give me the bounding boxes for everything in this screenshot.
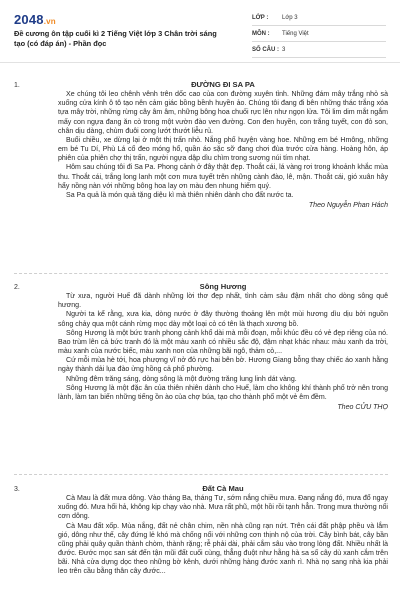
- passage-author: Theo CỬU THỌ: [337, 404, 388, 412]
- divider: [14, 273, 388, 274]
- passage-paragraph: Sông Hương là một bức tranh phong cảnh khổ dài mà mỗi đoạn, mỗi khúc đều có vẻ đẹp riêng của nó. Bao trùm lên cả bức tranh đó là một màu xanh có nhiều sắc độ, đậm nhạt khác nhau: màu xanh da trời, màu xanh của nước biếc, màu xanh non của những bãi ngô, thảm cỏ,...: [58, 329, 388, 356]
- passage-paragraph: Cà Mau là đất mưa dông. Vào tháng Ba, tháng Tư, sớm nắng chiều mưa. Đang nắng đó, mưa đổ ngay xuống đó. Mưa hối hả, không kịp chạy vào nhà. Mưa rất phũ, một hồi rồi tạnh hẳn. Trong mưa thường nổi cơn dông.: [58, 495, 388, 521]
- meta-key: SỐ CÂU :: [252, 46, 279, 53]
- question-number: 2.: [14, 284, 20, 291]
- site-logo[interactable]: [14, 12, 56, 27]
- passage-author: Theo Nguyễn Phan Hách: [308, 202, 388, 210]
- meta-row-class: [252, 10, 386, 26]
- divider: [14, 474, 388, 475]
- meta-row-subject: [252, 26, 386, 42]
- passage-title: Sông Hương: [199, 282, 247, 291]
- reading-passage: [58, 484, 388, 577]
- reading-passage: [58, 282, 388, 412]
- question-number: 1.: [14, 82, 20, 89]
- passage-title: ĐƯỜNG ĐI SA PA: [191, 80, 255, 89]
- passage-paragraph: Sa Pa quả là món quà tặng diệu kì mà thiên nhiên dành cho đất nước ta.: [66, 191, 294, 199]
- passage-paragraph: Cứ mỗi mùa hè tới, hoa phượng vĩ nở đỏ rực hai bên bờ. Hương Giang bỗng thay chiếc áo xanh hằng ngày thành dải lụa đào ửng hồng cả phố phường.: [58, 357, 388, 374]
- meta-value: Lớp 3: [282, 14, 298, 21]
- meta-key: LỚP :: [252, 14, 269, 21]
- logo-suffix: .vn: [43, 17, 56, 26]
- passage-paragraph: Từ xưa, người Huế đã dành những lời thơ đẹp nhất, tình cảm sâu đậm nhất cho dòng sông quê hương.: [58, 293, 388, 310]
- document-meta: [252, 10, 386, 58]
- passage-paragraph: Buổi chiều, xe dừng lại ở một thị trấn nhỏ. Nắng phố huyện vàng hoe. Những em bé Hmông, những em bé Tu Dí, Phù Lá cổ đeo móng hổ, quần áo sặc sỡ đang chơi đùa trước cửa hàng. Hoàng hôn, áp phiên của phiên chợ thị trấn, người ngựa dập dìu chìm trong sương núi tím nhạt.: [58, 136, 388, 163]
- document-title: Đề cương ôn tập cuối kì 2 Tiếng Việt lớp 3 Chân trời sáng tạo (có đáp án) - Phần đọc: [14, 29, 217, 48]
- question-number: 3.: [14, 486, 20, 493]
- passage-paragraph: Người ta kể rằng, xưa kia, dòng nước ở đây thường thoảng lên một mùi hương dìu dịu bởi nguồn sông chảy qua một cánh rừng mọc dày một loại cỏ có tên là thạch xương bồ.: [58, 311, 388, 328]
- meta-value: 3: [282, 46, 286, 53]
- passage-paragraph: Hôm sau chúng tôi đi Sa Pa. Phong cảnh ở đây thật đẹp. Thoắt cái, lá vàng rơi trong khoảnh khắc mùa thu. Thoắt cái, trắng long lanh một cơn mưa tuyết trên những cành đào, lê, mận. Thoắt cái, gió xuân hây hẩy nồng nàn với những bông hoa lay ơn màu đen nhung hiếm quý.: [58, 164, 388, 190]
- meta-value: Tiếng Việt: [282, 30, 309, 37]
- passage-paragraph: Xe chúng tôi leo chênh vênh trên dốc cao của con đường xuyên tỉnh. Những đám mây trắng nhỏ sà xuống cửa kính ô tô tạo nên cảm giác bồng bềnh huyền ảo. Chúng tôi đang đi bên những thác trắng xóa tựa mây trời, những rừng cây âm âm, những bông hoa chuối rực lên như ngọn lửa. Tôi lim dim mắt ngắm mấy con ngựa đang ăn cỏ trong một vườn đào ven đường. Con đen huyền, con trắng tuyết, con đỏ son, chân dịu dàng, chùm đuôi cong lướt thướt liễu rủ.: [58, 91, 388, 135]
- passage-paragraph: Những đêm trăng sáng, dòng sông là một đường trăng lung linh dát vàng.: [66, 375, 297, 383]
- passage-title: Đất Cà Mau: [202, 484, 244, 493]
- meta-key: MÔN :: [252, 30, 270, 37]
- meta-row-question-count: [252, 42, 386, 58]
- reading-passage: [58, 80, 388, 210]
- passage-paragraph: Sông Hương là một đặc ân của thiên nhiên dành cho Huế, làm cho không khí thành phố trở nên trong lành, làm tan biến những tiếng ồn ào của chợ búa, tạo cho thành phố một vẻ êm đềm.: [58, 384, 388, 401]
- document-header: [0, 0, 400, 63]
- passage-paragraph: Cà Mau đất xốp. Mùa nắng, đất nẻ chân chim, nền nhà cũng rạn nứt. Trên cái đất phập phều và lắm gió, dông như thế, cây đứng lẻ khó mà chống nổi với những cơn thịnh nộ của trời. Cây bình bát, cây bần cũng phải quây quần thành chòm, thành rặng; rễ phải dài, phải cắm sâu vào trong lòng đất. Nhiều nhất là đước. Đước mọc san sát đến tận mũi đất cuối cùng, thẳng đuột như hằng hà sa số cây dù xanh cắm trên bãi. Nhà cửa dựng dọc theo những bờ kênh, dưới những hàng đước xanh rì. Nhà nọ sang nhà kia phải leo trên cầu bằng thân cây đước...: [58, 522, 388, 576]
- logo-text: 2048: [14, 12, 44, 27]
